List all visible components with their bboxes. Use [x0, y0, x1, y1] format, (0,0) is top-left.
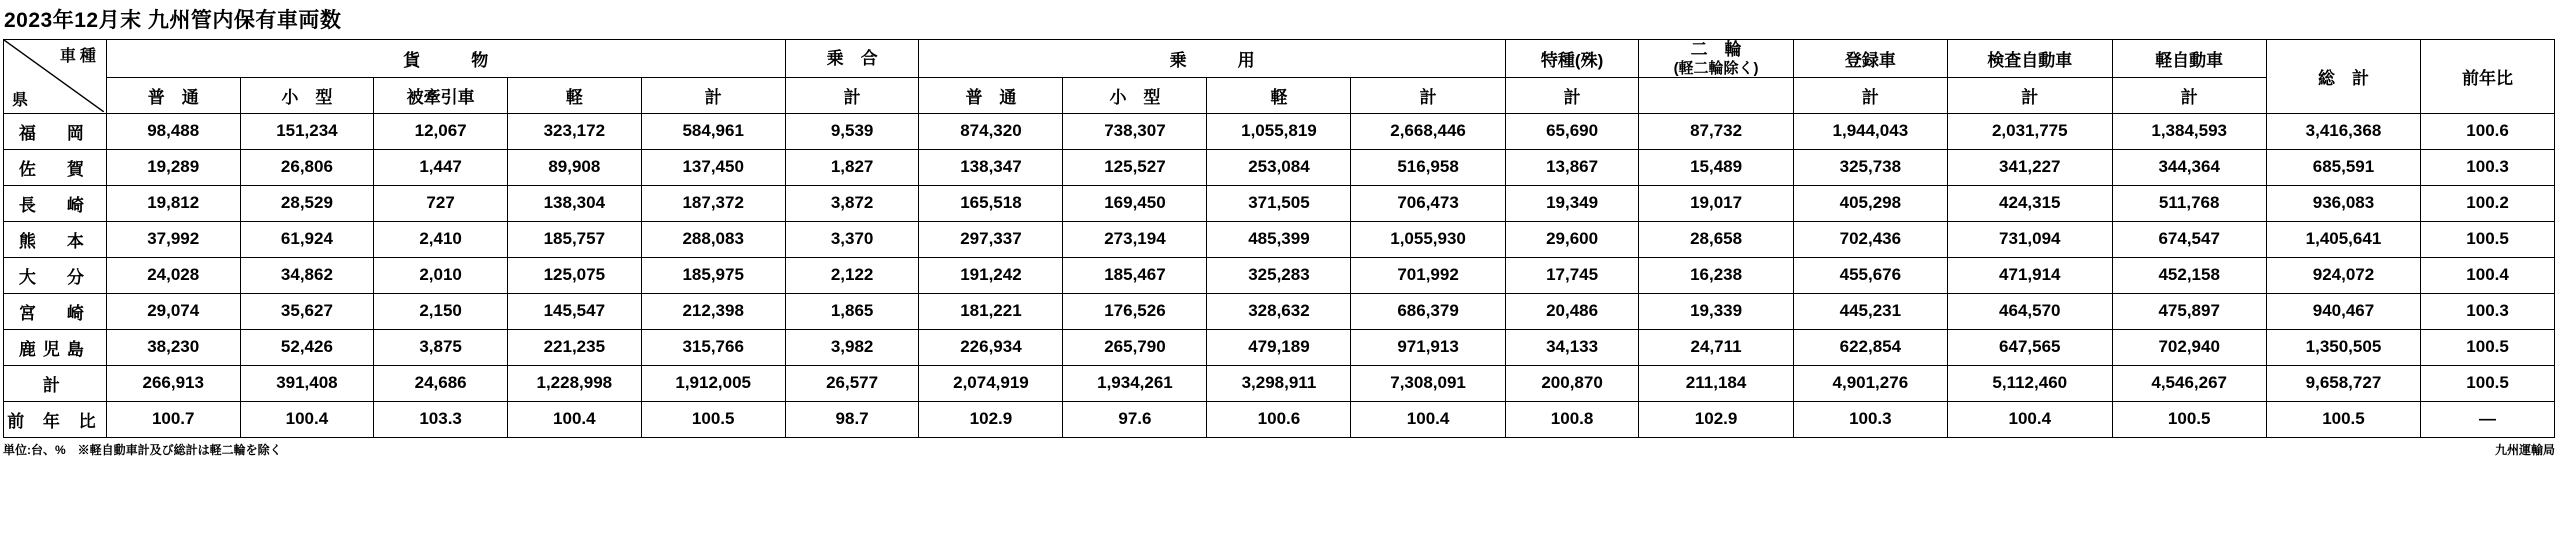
cell-value: 19,289	[106, 149, 240, 185]
cell-value: 2,031,775	[1947, 113, 2112, 149]
cell-value: 455,676	[1793, 257, 1947, 293]
sub-header-cargo-total: 計	[641, 77, 785, 113]
cell-value: 1,055,930	[1351, 221, 1505, 257]
row-header-prefecture: 前 年 比	[4, 401, 107, 437]
cell-value: 622,854	[1793, 329, 1947, 365]
sub-header-passenger-futsu: 普 通	[919, 77, 1063, 113]
cell-value: 100.4	[1947, 401, 2112, 437]
group-header-two-wheel-sub: (軽二輪除く)	[1673, 59, 1759, 77]
cell-value: 371,505	[1207, 185, 1351, 221]
cell-value: 34,133	[1505, 329, 1639, 365]
cell-value: 19,339	[1639, 293, 1793, 329]
cell-value: 2,410	[374, 221, 508, 257]
row-header-prefecture: 佐 賀	[4, 149, 107, 185]
cell-value: 24,686	[374, 365, 508, 401]
cell-value: 325,738	[1793, 149, 1947, 185]
corner-header-cell	[4, 40, 107, 114]
cell-value: 1,228,998	[507, 365, 641, 401]
cell-value: 13,867	[1505, 149, 1639, 185]
cell-value: 138,347	[919, 149, 1063, 185]
cell-value: 253,084	[1207, 149, 1351, 185]
row-header-prefecture: 福 岡	[4, 113, 107, 149]
cell-value: 874,320	[919, 113, 1063, 149]
row-header-prefecture: 宮 崎	[4, 293, 107, 329]
cell-value: 265,790	[1063, 329, 1207, 365]
cell-value: 445,231	[1793, 293, 1947, 329]
cell-value: 5,112,460	[1947, 365, 2112, 401]
cell-value: 137,450	[641, 149, 785, 185]
cell-value: 89,908	[507, 149, 641, 185]
sub-header-cargo-kei: 軽	[507, 77, 641, 113]
cell-value: 464,570	[1947, 293, 2112, 329]
table-row	[4, 185, 2555, 221]
cell-value: 405,298	[1793, 185, 1947, 221]
cell-value: 1,055,819	[1207, 113, 1351, 149]
cell-value: 24,711	[1639, 329, 1793, 365]
cell-value: 185,975	[641, 257, 785, 293]
group-header-passenger: 乗 用	[919, 40, 1505, 78]
group-header-bus-label: 乗 合	[826, 48, 878, 68]
cell-value: 151,234	[240, 113, 374, 149]
cell-value: 936,083	[2266, 185, 2420, 221]
cell-value: 3,982	[785, 329, 919, 365]
cell-value: 1,944,043	[1793, 113, 1947, 149]
cell-value: 100.4	[2421, 257, 2555, 293]
page-title: 2023年12月末 九州管内保有車両数	[4, 9, 342, 32]
cell-value: 34,862	[240, 257, 374, 293]
cell-value: 65,690	[1505, 113, 1639, 149]
cell-value: 35,627	[240, 293, 374, 329]
cell-value: 19,812	[106, 185, 240, 221]
group-header-kei: 軽自動車	[2112, 40, 2266, 78]
row-header-prefecture: 鹿児島	[4, 329, 107, 365]
group-header-two-wheel	[1639, 40, 1793, 78]
cell-value: —	[2421, 401, 2555, 437]
cell-value: 516,958	[1351, 149, 1505, 185]
cell-value: 100.3	[1793, 401, 1947, 437]
cell-value: 169,450	[1063, 185, 1207, 221]
cell-value: 391,408	[240, 365, 374, 401]
cell-value: 1,934,261	[1063, 365, 1207, 401]
row-header-prefecture: 計	[4, 365, 107, 401]
cell-value: 273,194	[1063, 221, 1207, 257]
cell-value: 103.3	[374, 401, 508, 437]
sub-header-bus-total: 計	[785, 77, 919, 113]
cell-value: 100.6	[2421, 113, 2555, 149]
cell-value: 325,283	[1207, 257, 1351, 293]
cell-value: 87,732	[1639, 113, 1793, 149]
cell-value: 100.5	[2112, 401, 2266, 437]
cell-value: 1,447	[374, 149, 508, 185]
cell-value: 176,526	[1063, 293, 1207, 329]
cell-value: 1,384,593	[2112, 113, 2266, 149]
cell-value: 181,221	[919, 293, 1063, 329]
cell-value: 9,658,727	[2266, 365, 2420, 401]
cell-value: 15,489	[1639, 149, 1793, 185]
cell-value: 471,914	[1947, 257, 2112, 293]
cell-value: 61,924	[240, 221, 374, 257]
group-header-special: 特種(殊)	[1505, 40, 1639, 78]
cell-value: 424,315	[1947, 185, 2112, 221]
footer-source: 九州運輸局	[2494, 442, 2555, 457]
cell-value: 479,189	[1207, 329, 1351, 365]
cell-value: 1,865	[785, 293, 919, 329]
cell-value: 191,242	[919, 257, 1063, 293]
cell-value: 266,913	[106, 365, 240, 401]
cell-value: 100.5	[2266, 401, 2420, 437]
cell-value: 200,870	[1505, 365, 1639, 401]
table-row	[4, 257, 2555, 293]
sub-header-passenger-total: 計	[1351, 77, 1505, 113]
sub-header-passenger-kogata: 小 型	[1063, 77, 1207, 113]
cell-value: 165,518	[919, 185, 1063, 221]
cell-value: 475,897	[2112, 293, 2266, 329]
group-header-two-wheel-label: 二 輪	[1690, 40, 1742, 59]
cell-value: 3,370	[785, 221, 919, 257]
cell-value: 3,875	[374, 329, 508, 365]
group-header-bus	[785, 40, 919, 78]
cell-value: 647,565	[1947, 329, 2112, 365]
sub-header-registered-total: 計	[1793, 77, 1947, 113]
cell-value: 924,072	[2266, 257, 2420, 293]
cell-value: 738,307	[1063, 113, 1207, 149]
cell-value: 511,768	[2112, 185, 2266, 221]
cell-value: 731,094	[1947, 221, 2112, 257]
cell-value: 19,349	[1505, 185, 1639, 221]
cell-value: 37,992	[106, 221, 240, 257]
table-row	[4, 221, 2555, 257]
cell-value: 24,028	[106, 257, 240, 293]
group-header-cargo: 貨 物	[106, 40, 785, 78]
cell-value: 28,658	[1639, 221, 1793, 257]
cell-value: 4,901,276	[1793, 365, 1947, 401]
sub-header-special-total: 計	[1505, 77, 1639, 113]
table-row	[4, 113, 2555, 149]
cell-value: 100.5	[2421, 365, 2555, 401]
table-row	[4, 329, 2555, 365]
cell-value: 2,122	[785, 257, 919, 293]
cell-value: 701,992	[1351, 257, 1505, 293]
cell-value: 4,546,267	[2112, 365, 2266, 401]
cell-value: 100.4	[1351, 401, 1505, 437]
cell-value: 226,934	[919, 329, 1063, 365]
cell-value: 100.5	[2421, 221, 2555, 257]
cell-value: 125,075	[507, 257, 641, 293]
cell-value: 100.4	[240, 401, 374, 437]
cell-value: 29,074	[106, 293, 240, 329]
cell-value: 584,961	[641, 113, 785, 149]
cell-value: 452,158	[2112, 257, 2266, 293]
cell-value: 100.6	[1207, 401, 1351, 437]
cell-value: 100.3	[2421, 293, 2555, 329]
cell-value: 727	[374, 185, 508, 221]
cell-value: 125,527	[1063, 149, 1207, 185]
cell-value: 28,529	[240, 185, 374, 221]
cell-value: 185,467	[1063, 257, 1207, 293]
header-row-subs	[4, 77, 2555, 113]
cell-value: 706,473	[1351, 185, 1505, 221]
sub-header-cargo-kogata: 小 型	[240, 77, 374, 113]
sub-header-kei-total: 計	[2112, 77, 2266, 113]
cell-value: 16,238	[1639, 257, 1793, 293]
vehicle-count-table	[3, 39, 2555, 438]
cell-value: 20,486	[1505, 293, 1639, 329]
cell-value: 212,398	[641, 293, 785, 329]
cell-value: 1,350,505	[2266, 329, 2420, 365]
cell-value: 98,488	[106, 113, 240, 149]
cell-value: 3,298,911	[1207, 365, 1351, 401]
cell-value: 100.8	[1505, 401, 1639, 437]
cell-value: 221,235	[507, 329, 641, 365]
cell-value: 685,591	[2266, 149, 2420, 185]
cell-value: 341,227	[1947, 149, 2112, 185]
cell-value: 100.3	[2421, 149, 2555, 185]
cell-value: 7,308,091	[1351, 365, 1505, 401]
footer	[3, 438, 2555, 458]
group-header-registered: 登録車	[1793, 40, 1947, 78]
table-row	[4, 401, 2555, 437]
cell-value: 100.7	[106, 401, 240, 437]
group-header-prev-year: 前年比	[2421, 40, 2555, 114]
cell-value: 323,172	[507, 113, 641, 149]
sub-header-inspection-total: 計	[1947, 77, 2112, 113]
cell-value: 702,940	[2112, 329, 2266, 365]
sub-header-cargo-towed: 被牽引車	[374, 77, 508, 113]
cell-value: 52,426	[240, 329, 374, 365]
cell-value: 12,067	[374, 113, 508, 149]
cell-value: 1,827	[785, 149, 919, 185]
footer-note: 単位:台、% ※軽自動車計及び総計は軽二輪を除く	[3, 442, 282, 457]
table-body	[4, 113, 2555, 437]
cell-value: 1,405,641	[2266, 221, 2420, 257]
cell-value: 26,806	[240, 149, 374, 185]
cell-value: 29,600	[1505, 221, 1639, 257]
cell-value: 98.7	[785, 401, 919, 437]
cell-value: 38,230	[106, 329, 240, 365]
cell-value: 344,364	[2112, 149, 2266, 185]
cell-value: 328,632	[1207, 293, 1351, 329]
cell-value: 100.2	[2421, 185, 2555, 221]
cell-value: 686,379	[1351, 293, 1505, 329]
cell-value: 26,577	[785, 365, 919, 401]
corner-label-prefecture: 県	[12, 91, 29, 109]
cell-value: 100.4	[507, 401, 641, 437]
table-row	[4, 293, 2555, 329]
sub-header-two-wheel-blank	[1639, 77, 1793, 113]
cell-value: 145,547	[507, 293, 641, 329]
cell-value: 19,017	[1639, 185, 1793, 221]
cell-value: 702,436	[1793, 221, 1947, 257]
row-header-prefecture: 大 分	[4, 257, 107, 293]
cell-value: 674,547	[2112, 221, 2266, 257]
cell-value: 485,399	[1207, 221, 1351, 257]
cell-value: 1,912,005	[641, 365, 785, 401]
cell-value: 9,539	[785, 113, 919, 149]
row-header-prefecture: 長 崎	[4, 185, 107, 221]
cell-value: 138,304	[507, 185, 641, 221]
cell-value: 187,372	[641, 185, 785, 221]
cell-value: 288,083	[641, 221, 785, 257]
cell-value: 185,757	[507, 221, 641, 257]
cell-value: 297,337	[919, 221, 1063, 257]
group-header-grand-total: 総 計	[2266, 40, 2420, 114]
corner-label-vehicle-type: 車種	[59, 48, 100, 65]
sub-header-passenger-kei: 軽	[1207, 77, 1351, 113]
cell-value: 100.5	[641, 401, 785, 437]
cell-value: 971,913	[1351, 329, 1505, 365]
cell-value: 100.5	[2421, 329, 2555, 365]
cell-value: 211,184	[1639, 365, 1793, 401]
cell-value: 2,010	[374, 257, 508, 293]
cell-value: 2,150	[374, 293, 508, 329]
cell-value: 3,416,368	[2266, 113, 2420, 149]
table-row	[4, 149, 2555, 185]
table-header	[4, 40, 2555, 114]
cell-value: 102.9	[1639, 401, 1793, 437]
cell-value: 940,467	[2266, 293, 2420, 329]
cell-value: 17,745	[1505, 257, 1639, 293]
cell-value: 97.6	[1063, 401, 1207, 437]
row-header-prefecture: 熊 本	[4, 221, 107, 257]
cell-value: 2,668,446	[1351, 113, 1505, 149]
cell-value: 2,074,919	[919, 365, 1063, 401]
cell-value: 102.9	[919, 401, 1063, 437]
group-header-inspection: 検査自動車	[1947, 40, 2112, 78]
header-row-groups	[4, 40, 2555, 78]
cell-value: 3,872	[785, 185, 919, 221]
table-row	[4, 365, 2555, 401]
cell-value: 315,766	[641, 329, 785, 365]
sub-header-cargo-futsu: 普 通	[106, 77, 240, 113]
